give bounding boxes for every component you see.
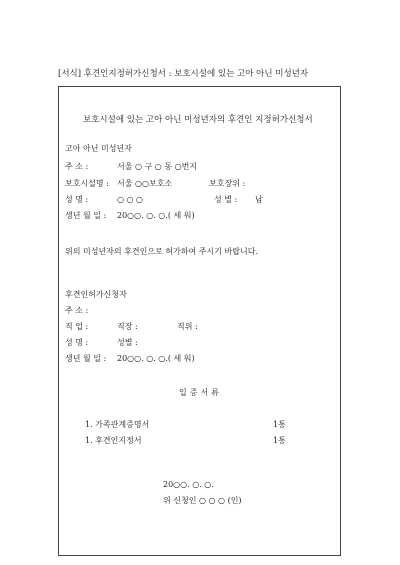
minor-address-label: 주 소 : <box>65 162 89 171</box>
guardian-position-label: 보호장위 : <box>209 179 246 188</box>
evidence-item-count: 1통 <box>273 420 286 429</box>
minor-address-value: 서울 ○ 구 ○ 동 ○번지 <box>117 162 198 171</box>
applicant-signature: 위 신청인 ○ ○ ○ (인) <box>163 496 242 505</box>
evidence-heading: 입증서류 <box>179 388 222 397</box>
applicant-name-label: 성 명 : <box>65 338 89 347</box>
minor-name-value: ○ ○ ○ <box>117 195 144 204</box>
applicant-birthdate-label: 생년 월 일 : <box>65 354 107 363</box>
gender-value: 남 <box>255 195 263 204</box>
applicant-address-label: 주 소 : <box>65 306 89 315</box>
application-date: 20○○. ○. ○. <box>163 480 214 489</box>
applicant-section-title: 후견인허가신청자 <box>65 290 127 299</box>
gender-label: 성 별 : <box>214 195 238 204</box>
evidence-item-label: 1. 가족관계증명서 <box>85 420 150 429</box>
position-label: 직위 : <box>177 322 198 331</box>
application-form <box>58 86 341 556</box>
minor-birthdate-value: 20○○. ○. ○.( 세 워) <box>117 211 195 220</box>
request-text: 위의 미성년자의 후견인으로 허가하여 주시기 바랍니다. <box>65 247 258 256</box>
minor-section-title: 고아 아닌 미성년자 <box>65 144 132 153</box>
evidence-item-label: 1. 후견인지정서 <box>85 436 142 445</box>
minor-birthdate-label: 생년 월 일 : <box>65 211 107 220</box>
facility-label: 보호시설명 : <box>65 179 109 188</box>
form-title: 보호시설에 있는 고아 아닌 미성년자의 후견인 지정허가신청서 <box>83 115 313 125</box>
applicant-name-value: 성별 : <box>117 338 138 347</box>
workplace-label: 직장 : <box>117 322 138 331</box>
minor-name-label: 성 명 : <box>65 195 89 204</box>
form-caption: [서식] 후견인지정허가신청서 : 보호시설에 있는 고아 아닌 미성년자 <box>58 69 309 79</box>
applicant-job-label: 직 업 : <box>65 322 89 331</box>
facility-value: 서울 ○○보호소 <box>117 179 173 188</box>
evidence-item-count: 1통 <box>273 436 286 445</box>
applicant-birthdate-value: 20○○. ○. ○.( 세 워) <box>117 354 195 363</box>
